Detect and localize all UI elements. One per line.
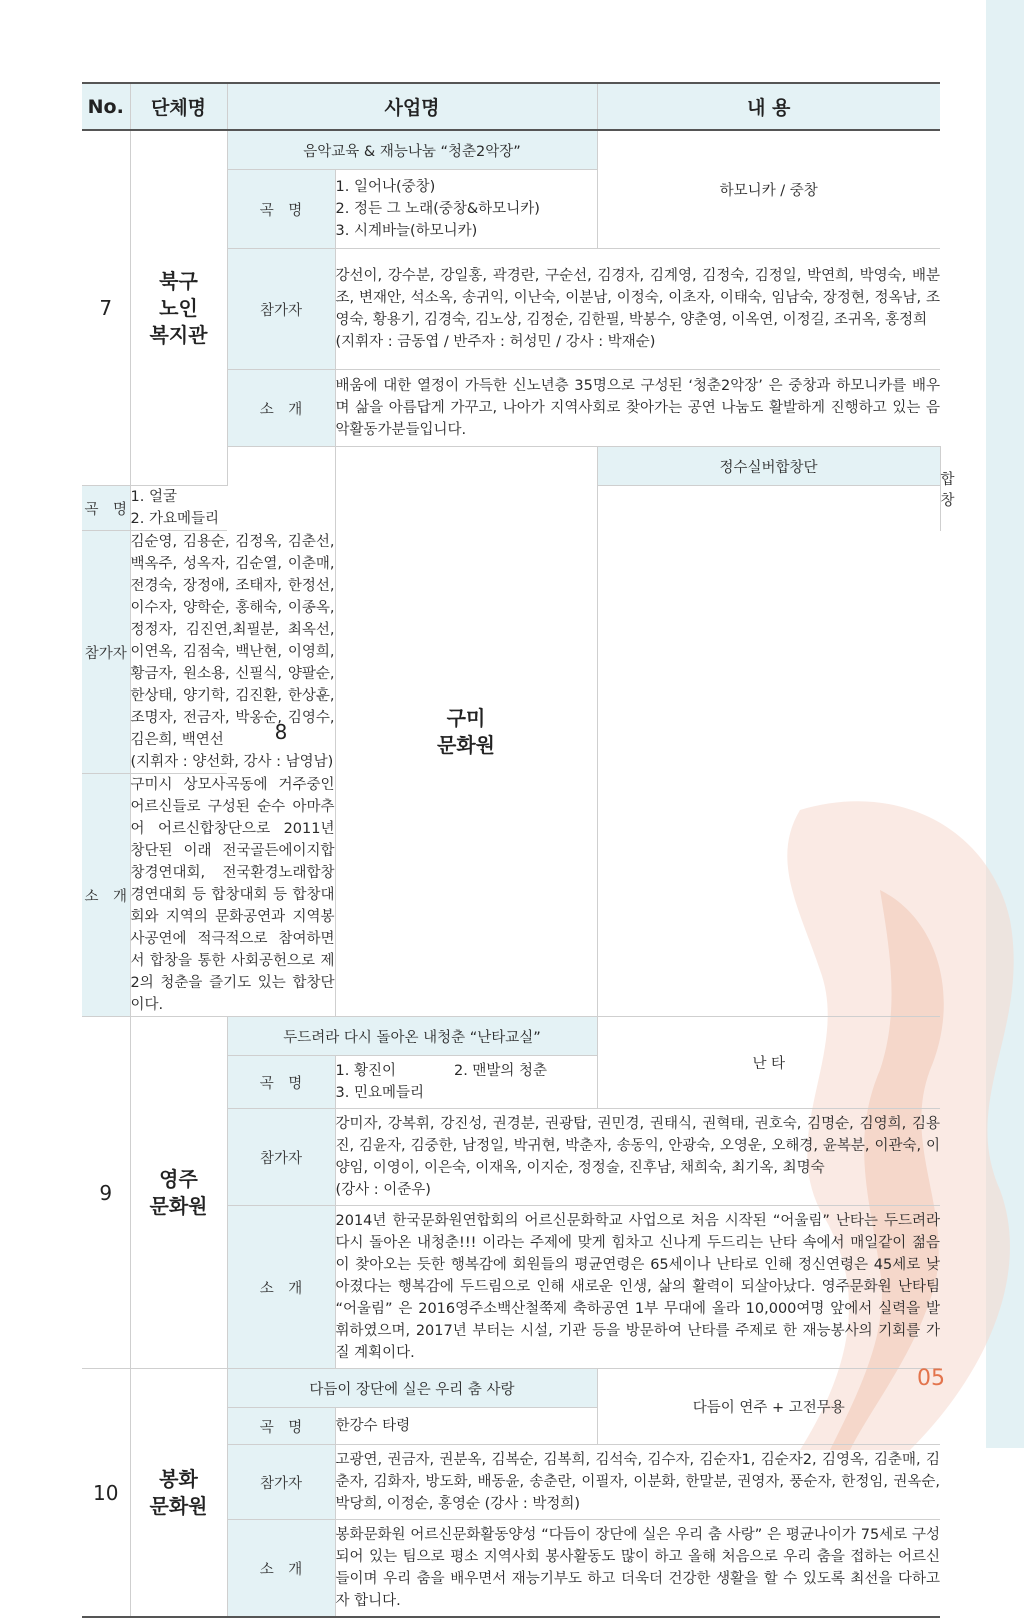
intro-cell: 봉화문화원 어르신문화활동양성 “다듬이 장단에 실은 우리 춤 사랑” 은 평균나이가 75세로 구성되어 있는 팀으로 평소 지역사회 봉사활동도 많이 하고 올해 처음으로 우리 춤을 접하는 어르신들이며 우리 춤을 배우면서 재능기부도 하고 더욱더 건강한 생활을 할 수 있도록 최선을 다하고자 합니다. bbox=[335, 1520, 940, 1618]
participants-label: 참가자 bbox=[227, 249, 335, 370]
content-cell: 다듬이 연주 + 고전무용 bbox=[597, 1369, 940, 1445]
table-row: 8 구미 문화원 정수실버합창단 합 창 bbox=[82, 447, 940, 486]
intro-label: 소 개 bbox=[227, 370, 335, 447]
participants-cell bbox=[335, 249, 940, 370]
participants-label: 참가자 bbox=[227, 1109, 335, 1206]
songs-label: 곡 명 bbox=[227, 170, 335, 249]
org-name-line: 영주 bbox=[159, 1166, 198, 1191]
org-name-line: 봉화 bbox=[159, 1466, 198, 1491]
participants-note: (강사 : 이준우) bbox=[335, 1182, 431, 1198]
row-number: 8 bbox=[227, 447, 335, 1017]
participants-list: 고광연, 권금자, 권분옥, 김복순, 김복희, 김석숙, 김수자, 김순자1, 김순자2, 김영옥, 김춘매, 김춘자, 김화자, 방도화, 배동윤, 송춘란, 이필자, 이분화, 한말분, 권영자, 풍순자, 한정임, 권옥순, 박당희, 이정순, 홍영순 (강사 : 박정희) bbox=[335, 1452, 940, 1512]
program-table bbox=[82, 82, 955, 1618]
org-name-line: 문화원 bbox=[149, 1193, 208, 1218]
song-line: 1. 황진이 2. 맨발의 청춘 bbox=[335, 1063, 548, 1079]
intro-label: 소 개 bbox=[227, 1206, 335, 1369]
content-cell: 하모니카 / 중창 bbox=[597, 130, 940, 249]
song-line: 1. 얼굴 2. 가요메들리 bbox=[130, 489, 235, 527]
org-name bbox=[130, 1369, 227, 1618]
org-name-line: 문화원 bbox=[149, 1493, 208, 1518]
org-name-line: 문화원 bbox=[437, 732, 495, 757]
org-name bbox=[130, 130, 227, 486]
project-title: 음악교육 & 재능나눔 “청춘2악장” bbox=[227, 130, 597, 170]
songs-cell bbox=[130, 486, 235, 531]
row-number: 10 bbox=[82, 1369, 130, 1618]
intro-cell: 배움에 대한 열정이 가득한 신노년층 35명으로 구성된 ‘청춘2악장’ 은 중창과 하모니카를 배우며 삶을 아름답게 가꾸고, 나아가 지역사회로 찾아가는 공연 나눔도 활발하게 진행하고 있는 음악활동가분들입니다. bbox=[335, 370, 940, 447]
participants-cell bbox=[335, 1445, 940, 1520]
song-line: 한강수 타령 bbox=[335, 1418, 411, 1434]
header-content: 내 용 bbox=[597, 83, 940, 130]
songs-label: 곡 명 bbox=[227, 1408, 335, 1445]
songs-cell bbox=[335, 170, 597, 249]
table-row bbox=[82, 130, 940, 170]
participants-label: 참가자 bbox=[82, 531, 130, 774]
project-title: 두드려라 다시 돌아온 내청춘 “난타교실” bbox=[227, 1017, 597, 1056]
page-number: 05 bbox=[917, 1366, 945, 1391]
org-name-line: 노인 bbox=[159, 295, 198, 320]
participants-note: (지휘자 : 금동엽 / 반주자 : 허성민 / 강사 : 박재순) bbox=[335, 334, 656, 350]
songs-label: 곡 명 bbox=[227, 1056, 335, 1109]
songs-cell bbox=[335, 1056, 597, 1109]
songs-label: 곡 명 bbox=[82, 486, 130, 531]
header-org: 단체명 bbox=[130, 83, 227, 130]
intro-cell: 2014년 한국문화원연합회의 어르신문화학교 사업으로 처음 시작된 “어울림” 난타는 두드려라 다시 돌아온 내청춘!!! 이라는 주제에 맞게 힘차고 신나게 두드리는 난타 속에서 매일같이 젊음이 찾아오는 듯한 행복감에 회원들의 평균연령은 65세이나 난타로 인해 정신연령은 45세로 낮아졌다는 행복감에 두드림으로 인해 새로운 인생, 삶의 활력이 되살아났다. 영주문화원 난타팀 “어울림” 은 2016영주소백산철쭉제 축하공연 1부 무대에 올라 10,000여명 앞에서 실력을 발휘하였으며, 2017년 부터는 시설, 기관 등을 방문하여 난타를 주제로 한 재능봉사의 기회를 가질 계획이다. bbox=[335, 1206, 940, 1369]
org-name-line: 복지관 bbox=[149, 322, 208, 347]
intro-label: 소 개 bbox=[82, 774, 130, 1017]
song-line: 1. 일어나(중창) bbox=[335, 179, 436, 195]
participants-list: 김순영, 김용순, 김정옥, 김춘선, 백옥주, 성옥자, 김순열, 이춘매, 전경숙, 장정애, 조태자, 한정선, 이수자, 양학순, 홍해숙, 이종옥, 정정자, 김진연,최필분, 최옥선, 이연옥, 김점숙, 백난현, 이영희, 황금자, 원소용, 신필식, 양팔순, 한상태, 양기학, 김진환, 한상훈, 조명자, 전금자, 박옹순, 김영수, 김은희, 백연선 bbox=[130, 534, 335, 748]
project-title: 정수실버합창단 bbox=[597, 447, 940, 486]
participants-cell bbox=[335, 1109, 940, 1206]
org-name-line: 북구 bbox=[159, 268, 198, 293]
table-row bbox=[82, 1017, 940, 1056]
header-project: 사업명 bbox=[227, 83, 597, 130]
song-line: 3. 시계바늘(하모니카) bbox=[335, 223, 478, 239]
participants-list: 강미자, 강복휘, 강진성, 권경분, 권광탑, 권민경, 권태식, 권혁태, 권호숙, 김명순, 김영희, 김용진, 김윤자, 김중한, 남정일, 박귀현, 박춘자, 송동익, 안광숙, 오영운, 오해경, 윤복분, 이관숙, 이양임, 이영이, 이은숙, 이재옥, 이지순, 정정술, 진후남, 채희숙, 최기옥, 최명숙 bbox=[335, 1116, 940, 1176]
org-name bbox=[130, 1017, 227, 1369]
intro-cell: 구미시 상모사곡동에 거주중인 어르신들로 구성된 순수 아마추어 어르신합창단으로 2011년 창단된 이래 전국골든에이지합창경연대회, 전국환경노래합창경연대회 등 합창대회 등 합창대회와 지역의 문화공연과 지역봉사공연에 적극적으로 참여하면서 합창을 통한 사회공헌으로 제2의 청춘을 즐기도 있는 합창단이다. bbox=[130, 774, 335, 1017]
project-title: 다듬이 장단에 실은 우리 춤 사랑 bbox=[227, 1369, 597, 1408]
content-cell: 난 타 bbox=[597, 1017, 940, 1109]
song-line: 3. 민요메들리 bbox=[335, 1085, 424, 1101]
org-name-line: 구미 bbox=[446, 705, 486, 730]
header-no: No. bbox=[82, 83, 130, 130]
participants-note: (지휘자 : 양선화, 강사 : 남영남) bbox=[130, 754, 334, 770]
participants-list: 강선이, 강수분, 강일홍, 곽경란, 구순선, 김경자, 김계영, 김정숙, 김정일, 박연희, 박영숙, 배분조, 변재안, 석소옥, 송귀익, 이난숙, 이분남, 이정숙, 이초자, 이태숙, 임남숙, 장정현, 정옥남, 조영숙, 황용기, 김경숙, 김노상, 김정순, 김한필, 박봉수, 양춘영, 이옥연, 이정길, 조귀옥, 홍정희 bbox=[335, 268, 940, 328]
participants-label: 참가자 bbox=[227, 1445, 335, 1520]
participants-cell bbox=[130, 531, 335, 774]
org-name bbox=[335, 447, 597, 1017]
song-line: 2. 정든 그 노래(중창&하모니카) bbox=[335, 201, 540, 217]
row-number: 7 bbox=[82, 130, 130, 486]
row-number: 9 bbox=[82, 1017, 130, 1369]
intro-label: 소 개 bbox=[227, 1520, 335, 1618]
songs-cell bbox=[335, 1408, 597, 1445]
table-row bbox=[82, 1369, 940, 1408]
table-header bbox=[82, 83, 940, 130]
